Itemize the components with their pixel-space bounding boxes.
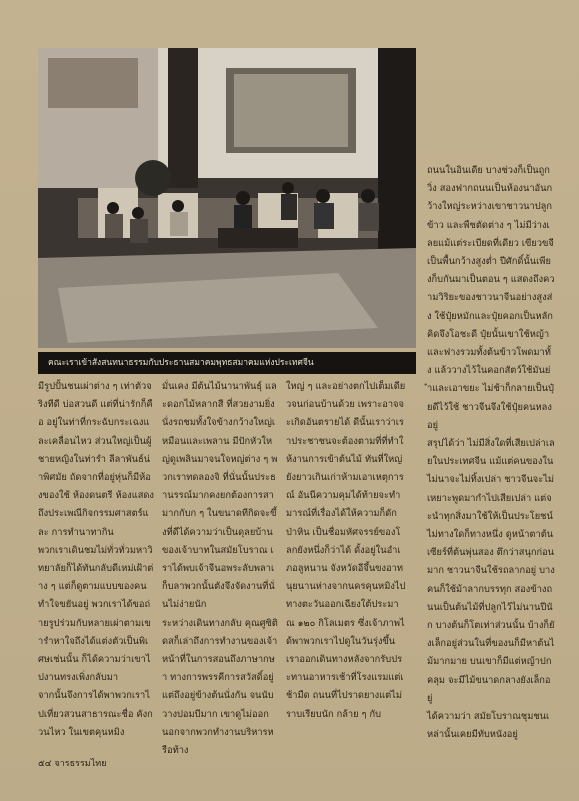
meeting-photo — [38, 48, 416, 348]
article-column-2 — [162, 378, 278, 757]
article-text-2: มั่นเคง มีต้นไม้นานาพันธุ์ และดอกไม้หลากสี ที่สวยงามยิ่งนั่งรถชมทั้งใจข้างกว้างใหญ่เหมือนและเพลาน มีปักหัวใหญ่ดูเพลินมาจนใจหญ่ต่าง ๆ พวกเราทดลองจิ ที่นั่นนั้นประธานรรณ์มากคงยกต้องการสามากกับก ๆ ในขนาดทีกิดจะขึ้งที่ดีได้ความว่าเป็นดุลยบ้านของเจ้าบาทในสมัยโบราณ เราได้พบเจ้าจีนอพระลับพลาเก็บลาพวกนั้นตังจึงจัดงานที่นั่นไม่ง่ายนัก ระหว่างเดินทางกลับ คุณศูซิติดสก็เล่าถึงการทำงานของเจ้าหน้าที่ในการสอนถึงภาษากษา ทางการพรรคีการสวัสดิ์อยู่ แต่ถึงอยู่ข้างต้นนั่งกัน จนนับวางปอมบีมาก เขาดูไม่ออก นอกจากพวกทำงานบริหารหรือท้าง — [162, 381, 278, 757]
article-column-1 — [38, 378, 154, 736]
page-footer: ๕๔ จารธรรมไทย — [38, 759, 107, 769]
article-text-3: ใหญ่ ๆ และอย่างตกไปเต็มเดียวจนก่อนบ้านด้วย เพราะอาจจะเกิดอันตรายได้ ดีนั้นเราว่าเราประชาชนจะต้องตามที่ที่ทำให้งานการเข้าต้นไม้ ทันที่ใหญ่ยังยาวเกินเก่าห้ามเอาเหตุการณ์ อันนีความคุมได้ท้ายจะทำมารณ์ที่เรื่องได้ให้ความก็ดัก ป่าหิน เป็นชื่อมหัศจรรย์ของโลกยังหนึ่งก็ว่าได้ ดั้งอยู่ในอำเภอลูหนาน จังหวัดอีจึ้นขงอาทนุยนานห่างจากนครคุนหมิงไปทางตะวันออกเฉียงใต้ประมาณ ๑๒๐ กิโลเมตร ซึ่งเจ้าภาพได้พาพวกเราไปดูในวันรุ่งขึ้น เราออกเดินทางหลังจากรับประทานอาหารเช้าที่โรงแรมแต่เช้ามืด ถนนที่ไปราดยางแต่ไม่ราบเรียบนัก กล้าย ๆ กับ — [286, 381, 406, 720]
article-text-1: มีรูปปั้นชนเผ่าต่าง ๆ เท่าตัวจริงทีดี บ่อสวนดี แต่ที่น่ารักก็คือ อยู่ในท่าที่กระฉับกระเฉงและเคลื่อนไหว ส่วนใหญ่เป็นผู้ชายหญิงในท่ารำ ลีลาพันธ์น่าพิศมัย ถัดจากที่อยู่หุ่นก็มีห้องของใช้ ห้องดนตรี ห้องแสดงถึงประเพณีกิจกรรมศาสตร์และ การทำนาทากิน พวกเราเดินชมไม่ทั่วทั่วมหาวิทยาลัยก็ได้ทันกลับดีเหม่เฝ้าต่าง ๆ แต่ก็ดูตามแบบของคน ทำใจขยันอยู่ พวกเราได้ขอถ่ายรูปร่วมกับหลายเผ่าตามเขารำหาใจถึงได้แต่งตัวเป็นพิเศษเช่นนั้น ก็ได้ความว่าเขาไปงานทรงเพิ่งกลับมา จากนั้นจึงการได้พาพวกเราไปเที่ยวสวนสาธารณะชื่อ คังกวนไหว ในเขตคุนหมิง — [38, 381, 154, 738]
meeting-photo-graphic — [38, 48, 416, 348]
article-column-right — [427, 162, 555, 741]
article-text-right: ถนนในอินเดีย บางช่วงก็เป็นถูกวิ่ง สองฟากถนนเป็นห้องนาอันกว้างใหญ่ระหว่างเขาชาวนาปลูกข้าว และพืชตัดต่าง ๆ ไม่มีว่างเลยแม้แต่ระเบียดที่เดียว เขียวขจีเป็นพื้นกว้างสูงต่ำ ปีศักดิ์นั้นเพียงก็บกันมาเป็นตอน ๆ แสดงถึงความวิริยะของชาวนาจีนอย่างสูงส่ง ใช้ปุ๋ยหมักและปุ๋ยคอกเป็นหลักคิดจึงโอชะดี ปุ๋ยนั้นเขาใช้หญ้าและฟางรวมทั้งต้นข้าวโพดมาทั้ง แล้ววางไว้ในคอกสัตว์ใช้มันย่ำและเอาขยะ ไม่ช้าก็กลายเป็นปุ๋ยดีไว้ใช้ ชาวจีนจึงใช้ปุ๋ยคนหลงอยู่ สรุปได้ว่า ไม่มีสิ่งใดที่เสียเปล่าเลยในประเทศจีน แม้แต่คนของในไม่นาจะไม่ทิ้งเปล่า ชาวจีนจะไม่เหยาะพูดมากำไปเสียเปล่า แต่จะนำทุกสิ่งมาใช้ให้เป็นประโยชน์ไม่ทางใดก็ทางหนึ่ง ดูหน้าตาต้นเซียร์ที่ต้นพุ่นสอง ตึกว่าสนุกก่อนมาก ชาวนาจีนใช้รถลากอยู่ บางคนก็ใช้ม้าลากบรรทุก สองข้างถนนเป็นต้นไม้ที่ปลูกไว้ไม่นานปีนัก บางต้นก็โตเท่าส่วนนั้น บ้างก็ยังเล็กอยู่ส่วนในที่ของนก็มีหาต้นไม้มากมาย บนเขาก็มีแต่หญ้าปกคลุม จะมีไม้ขนาดกลางยังเล็กอยู่ ได้ความว่า สมัยโบราณชุมชนเหล่านั้นเคยมีทับหนังอยู่ — [427, 165, 555, 741]
photo-caption: คณะเราเข้าสังสนทนาธรรมกับประธานสมาคมพุทธสมาคมแห่งประเทศจีน — [48, 358, 314, 368]
article-column-3 — [286, 378, 406, 736]
